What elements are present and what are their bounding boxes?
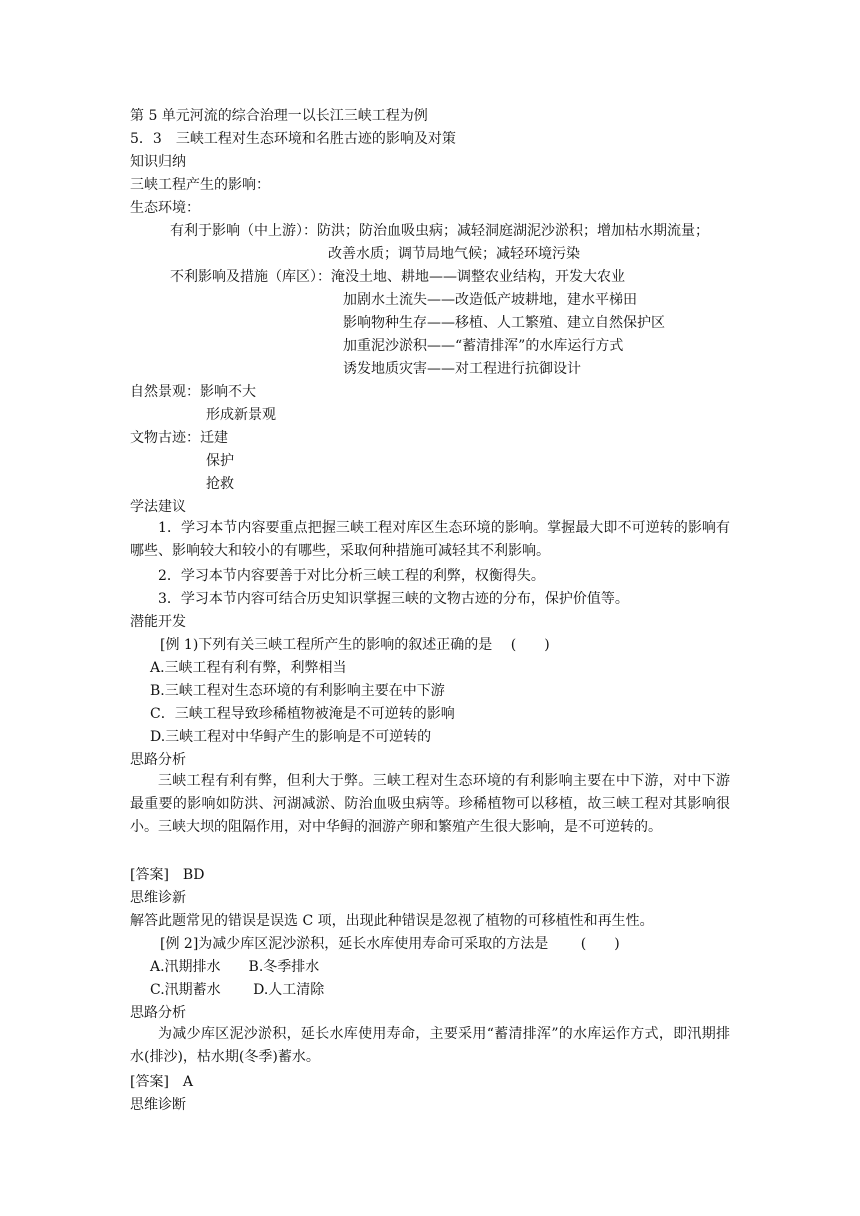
adverse-line-1: 不利影响及措施（库区）：淹没土地、耕地——调整农业结构，开发大农业	[170, 269, 625, 285]
study-heading: 学法建议	[130, 499, 186, 515]
potential-heading: 潜能开发	[130, 614, 186, 630]
example-1-option-d: D.三峡工程对中华鲟产生的影响是不可逆转的	[150, 729, 432, 745]
study-item-3: 3．学习本节内容可结合历史知识掌握三峡的文物古迹的分布，保护价值等。	[158, 591, 629, 607]
example-2-question: [例 2]为减少库区泥沙淤积，延长水库使用寿命可采取的方法是 ( )	[160, 936, 620, 952]
example-1-option-b: B.三峡工程对生态环境的有利影响主要在中下游	[150, 683, 445, 699]
example-1-question: [例 1)下列有关三峡工程所产生的影响的叙述正确的是 ( )	[160, 637, 550, 653]
example-1-analysis: 三峡工程有利有弊，但利大于弊。三峡工程对生态环境的有利影响主要在中下游，对中下游最重要的影响如防洪、河湖减淤、防治血吸虫病等。珍稀植物可以移植，故三峡工程对其影响很小。三峡大坝的阻隔作用，对中华鲟的洄游产卵和繁殖产生很大影响，是不可逆转的。	[130, 773, 730, 835]
adverse-line-2: 加剧水土流失——改造低产坡耕地，建水平梯田	[343, 292, 637, 308]
analysis-heading: 思路分析	[130, 752, 186, 768]
natural-line-1: 自然景观：影响不大	[130, 384, 256, 400]
section-title: 5．3 三峡工程对生态环境和名胜古迹的影响及对策	[130, 131, 456, 147]
knowledge-heading: 知识归纳	[130, 154, 186, 170]
relics-line-3: 抢救	[206, 476, 234, 492]
relics-line-2: 保护	[206, 453, 234, 469]
relics-line-1: 文物古迹：迁建	[130, 430, 228, 446]
example-1-diagnosis: 解答此题常见的错误是误选 C 项，出现此种错误是忽视了植物的可移植性和再生性。	[130, 913, 654, 929]
favorable-line-2: 改善水质；调节局地气候；减轻环境污染	[328, 246, 580, 262]
example-1-answer: [答案] BD	[130, 867, 205, 883]
example-2-answer: [答案] A	[130, 1074, 194, 1090]
study-item-1: 1．学习本节内容要重点把握三峡工程对库区生态环境的影响。掌握最大即不可逆转的影响有哪些、影响较大和较小的有哪些，采取何种措施可减轻其不利影响。	[130, 520, 730, 559]
diagnosis-2-heading: 思维诊断	[130, 1097, 186, 1113]
example-2-analysis: 为减少库区泥沙淤积，延长水库使用寿命，主要采用“蓄清排浑”的水库运作方式，即汛期排水(排沙)，枯水期(冬季)蓄水。	[130, 1026, 730, 1065]
example-1-option-c: C．三峡工程导致珍稀植物被淹是不可逆转的影响	[150, 706, 455, 722]
example-2-options-cd: C.汛期蓄水 D.人工清除	[150, 982, 325, 998]
analysis-2-heading: 思路分析	[130, 1005, 186, 1021]
favorable-line-1: 有利于影响（中上游）：防洪；防治血吸虫病；减轻洞庭湖泥沙淤积；增加枯水期流量；	[170, 223, 709, 239]
natural-line-2: 形成新景观	[206, 407, 276, 423]
adverse-line-3: 影响物种生存——移植、人工繁殖、建立自然保护区	[343, 315, 665, 331]
diagnosis-heading: 思维诊新	[130, 890, 186, 906]
eco-heading: 生态环境：	[130, 200, 200, 216]
study-item-2: 2．学习本节内容要善于对比分析三峡工程的利弊，权衡得失。	[158, 568, 545, 584]
unit-title: 第 5 单元河流的综合治理一以长江三峡工程为例	[130, 108, 428, 124]
adverse-line-4: 加重泥沙淤积——“蓄清排浑”的水库运行方式	[343, 338, 624, 354]
example-2-options-ab: A.汛期排水 B.冬季排水	[150, 959, 320, 975]
impact-heading: 三峡工程产生的影响：	[130, 177, 270, 193]
adverse-line-5: 诱发地质灾害——对工程进行抗御设计	[343, 361, 581, 377]
example-1-option-a: A.三峡工程有利有弊，利弊相当	[150, 660, 347, 676]
